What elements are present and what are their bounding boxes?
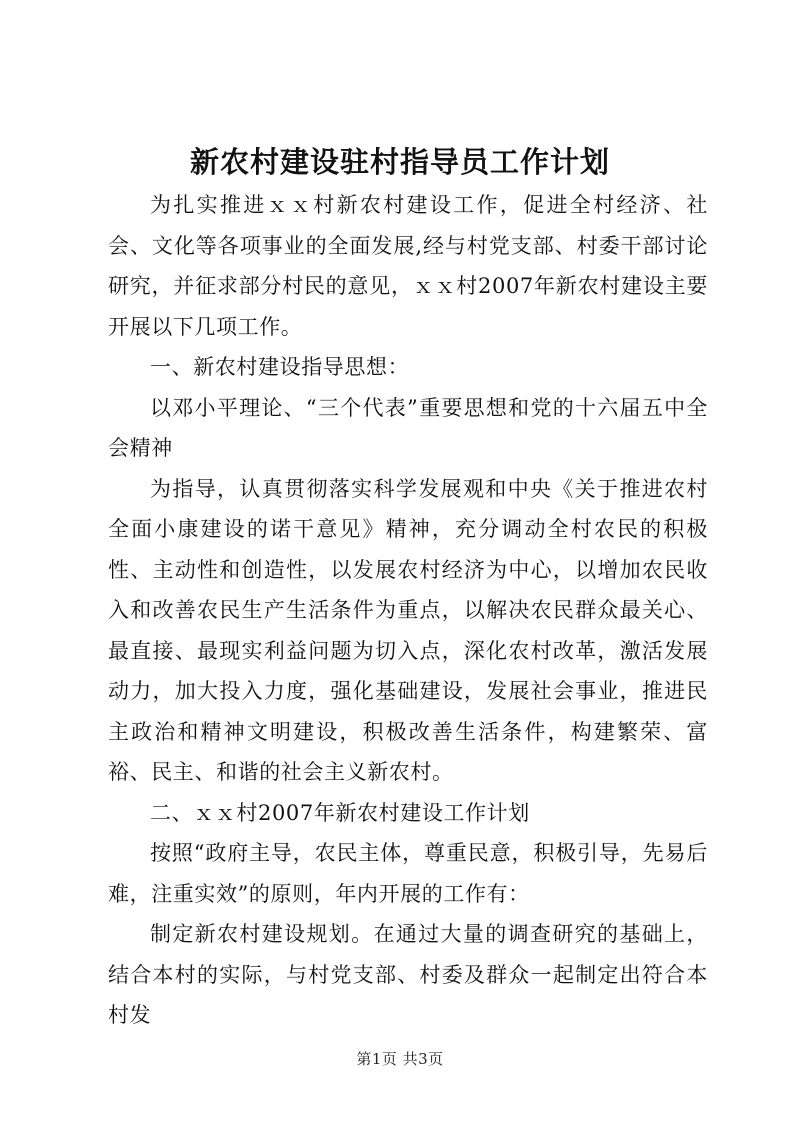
guiding-ideology-detail-paragraph: 为指导，认真贯彻落实科学发展观和中央《关于推进农村全面小康建设的诺干意见》精神，充分调动全村农民的积极性、主动性和创造性，以发展农村经济为中心，以增加农民收入和改善农民生产生活条件为重点，以解决农民群众最关心、最直接、最现实利益问题为切入点，深化农村改革，激活发展动力，加大投入力度，强化基础建设，发展社会事业，推进民主政治和精神文明建设，积极改善生活条件，构建繁荣、富裕、民主、和谐的社会主义新农村。: [108, 476, 708, 784]
section-heading-guiding-ideology: 一、新农村建设指导思想：: [150, 355, 410, 379]
intro-paragraph: 为扎实推进ｘｘ村新农村建设工作，促进全村经济、社会、文化等各项事业的全面发展,经与村党支部、村委干部讨论研究，并征求部分村民的意见，ｘｘ村2007年新农村建设主要开展以下几项工作。: [108, 193, 708, 339]
section-heading-work-plan: 二、ｘｘ村2007年新农村建设工作计划: [150, 800, 530, 825]
page-title: 新农村建设驻村指导员工作计划: [189, 145, 610, 179]
document-body: [108, 185, 708, 1036]
guiding-ideology-paragraph: 以邓小平理论、“三个代表”重要思想和党的十六届五中全会精神: [108, 395, 708, 460]
page-number: 第1页 共3页: [356, 1050, 444, 1068]
principles-paragraph: 按照“政府主导，农民主体，尊重民意，积极引导，先易后难，注重实效”的原则，年内开展的工作有：: [108, 841, 708, 906]
planning-paragraph: 制定新农村建设规划。在通过大量的调查研究的基础上，结合本村的实际，与村党支部、村委及群众一起制定出符合本村发: [108, 922, 708, 1027]
